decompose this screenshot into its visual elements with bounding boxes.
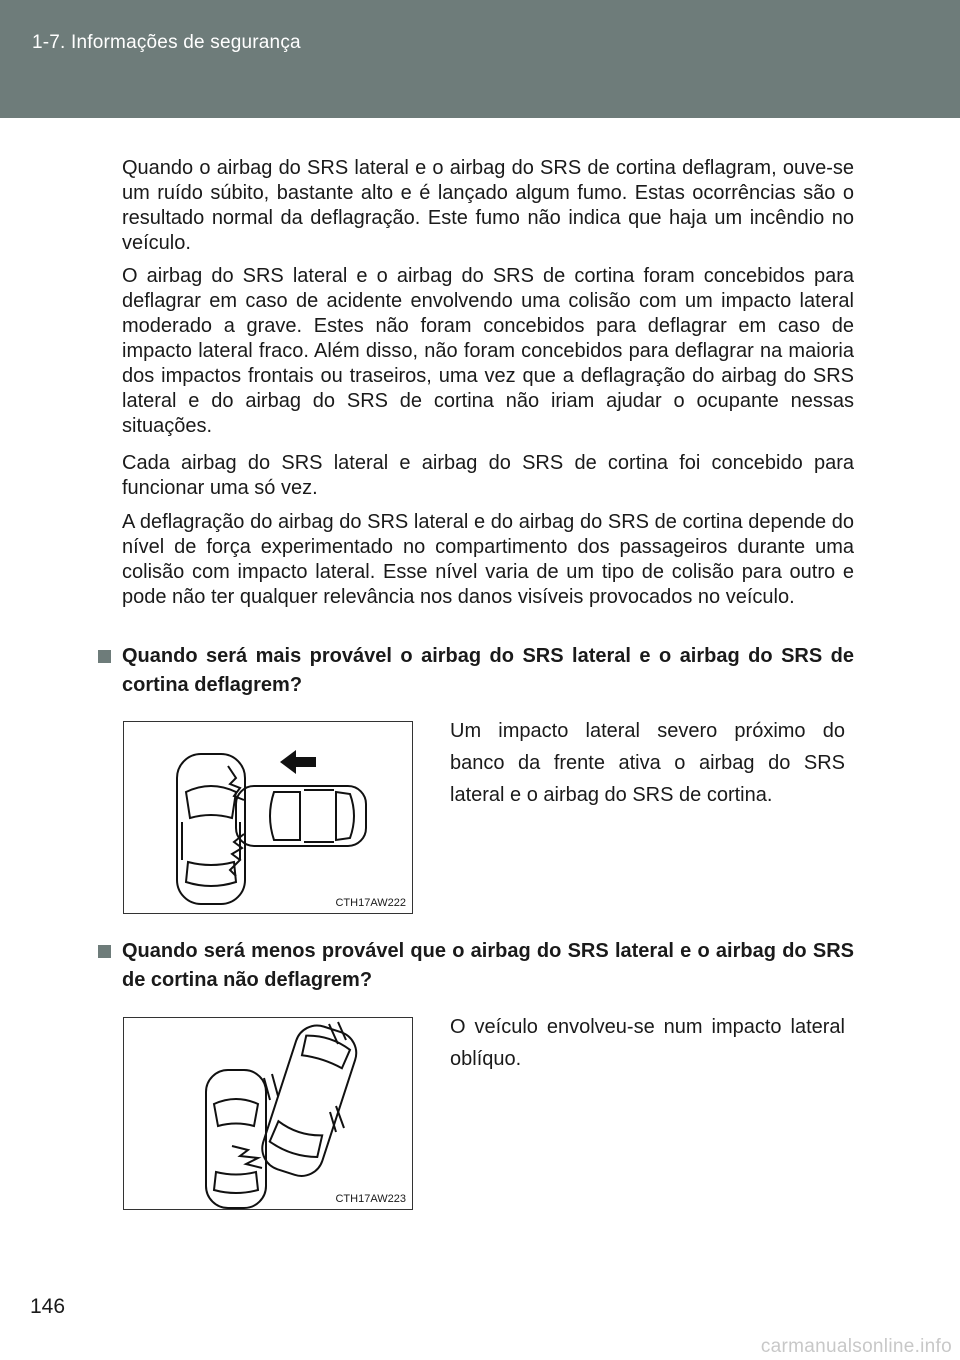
struck-car-rear-window: [186, 862, 236, 886]
watermark: carmanualsonline.info: [760, 1336, 952, 1357]
square-bullet-icon: [98, 945, 111, 958]
figure-caption: Um impacto lateral severo próximo do banco da frente ativa o airbag do SRS lateral e o airbag do SRS de cortina.: [450, 720, 845, 806]
impact-burst: [232, 1146, 262, 1168]
impacting-car-windshield: [270, 792, 300, 840]
impact-burst-upper: [228, 766, 244, 800]
paragraph-force-level: A deflagração do airbag do SRS lateral e do airbag do SRS de cortina depende do nível de força experimentado no compartimento dos passageiros durante uma colisão com impacto lateral. Esse nível varia de um tipo de colisão para outro e pode não ter qualquer relevância nos danos visíveis provocados no veículo.: [122, 511, 854, 608]
square-bullet-icon: [98, 650, 111, 663]
paragraph-deployment-design: O airbag do SRS lateral e o airbag do SRS de cortina foram concebidos para deflagrar em caso de acidente envolvendo uma colisão com um impacto lateral moderado a grave. Estes não foram concebidos para deflagrar em caso de impacto lateral fraco. Além disso, não foram concebidos para deflagrar na maioria dos impactos frontais ou traseiros, uma vez que a deflagração do airbag do SRS lateral e do airbag do SRS de cortina não iriam ajudar o ocupante nessas situações.: [122, 265, 854, 437]
figure-code: CTH17AW223: [335, 1193, 406, 1205]
figure-caption: O veículo envolveu-se num impacto lateral oblíquo.: [450, 1016, 845, 1070]
figure-code: CTH17AW222: [335, 897, 406, 909]
impacting-car-windshield: [268, 1121, 324, 1161]
page-header: [0, 0, 960, 118]
struck-car-windshield: [186, 786, 236, 818]
section-heading-likely-deploy: [98, 642, 854, 700]
side-impact-illustration: [124, 722, 414, 915]
chapter-title: 1-7. Informações de segurança: [32, 32, 301, 53]
paragraph-single-use: Cada airbag do SRS lateral e airbag do SRS de cortina foi concebido para funcionar uma só vez.: [122, 452, 854, 499]
struck-car-windshield: [214, 1099, 258, 1126]
section-heading-unlikely-deploy: [98, 937, 854, 995]
paragraph-smoke-noise: Quando o airbag do SRS lateral e o airbag do SRS de cortina deflagram, ouve-se um ruído súbito, bastante alto e é lançado algum fumo. Estas ocorrências são o resultado normal da deflagração. Este fumo não indica que haja um incêndio no veículo.: [122, 157, 854, 254]
impacting-car-rear-window: [300, 1032, 351, 1069]
impacting-car-rear-window: [336, 792, 354, 840]
struck-car-rear-window: [214, 1172, 258, 1193]
figure-side-impact: [123, 721, 413, 914]
section-heading-text: Quando será mais provável o airbag do SRS lateral e o airbag do SRS de cortina deflagrem?: [122, 645, 854, 696]
page-number: 146: [30, 1295, 66, 1318]
section-heading-text: Quando será menos provável que o airbag do SRS lateral e o airbag do SRS de cortina não deflagrem?: [122, 940, 854, 991]
oblique-impact-illustration: [124, 1018, 414, 1211]
figure-oblique-impact: [123, 1017, 413, 1210]
impact-direction-arrow-icon: [280, 750, 316, 774]
